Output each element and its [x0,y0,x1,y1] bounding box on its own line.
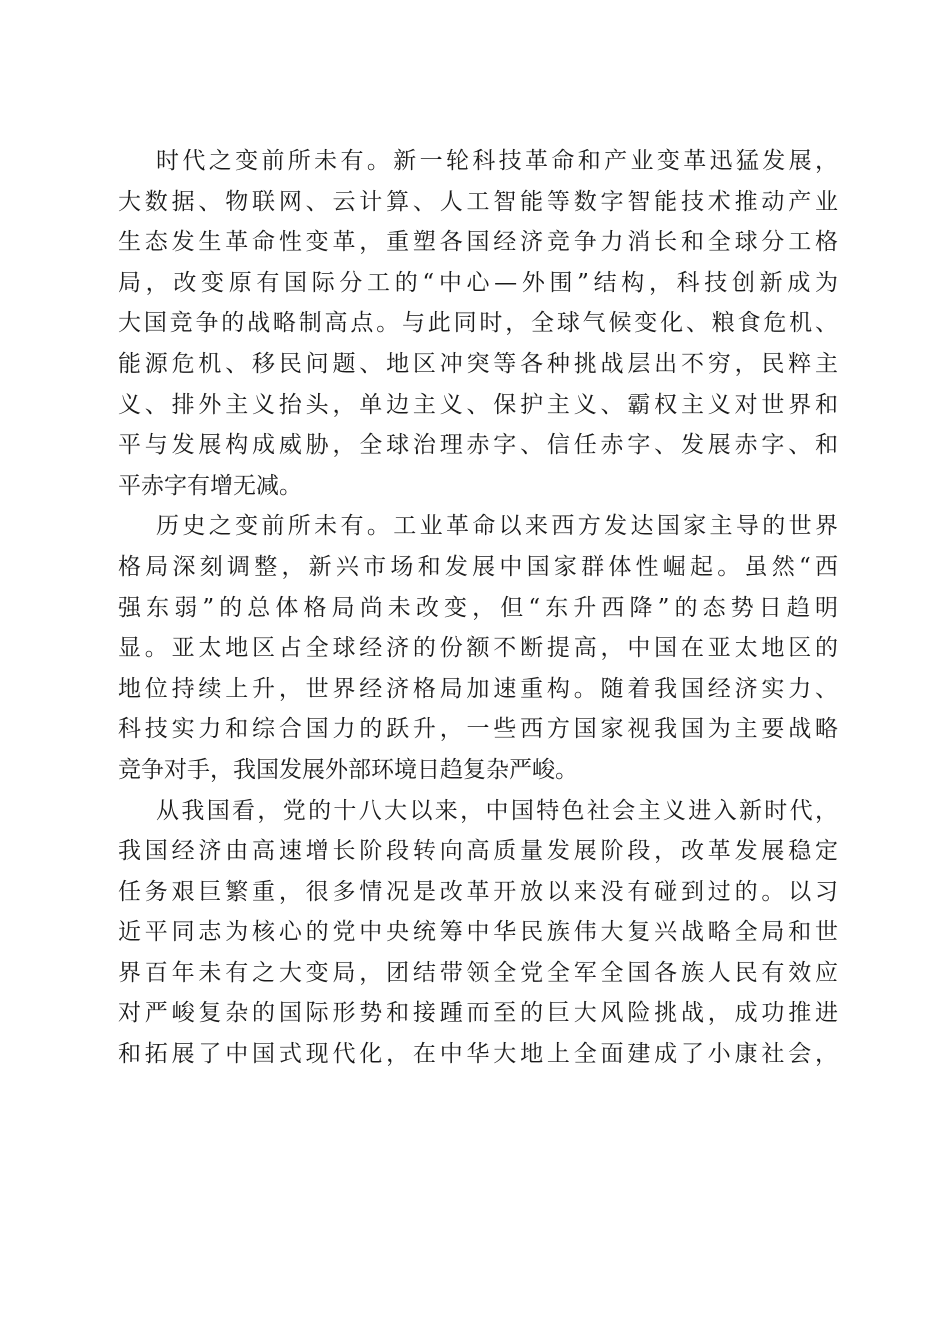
paragraph-era-change [118,141,838,506]
text-line: 大国竞争的战略制高点。与此同时，全球气候变化、粮食危机、 [118,310,838,337]
text-line: 地位持续上升，世界经济格局加速重构。随着我国经济实力、 [118,675,838,702]
text-line: 我国经济由高速增长阶段转向高质量发展阶段，改革发展稳定 [118,838,838,865]
text-line: 能源危机、移民问题、地区冲突等各种挑战层出不穷，民粹主 [118,350,838,377]
document-body [118,141,838,1075]
text-line: 对严峻复杂的国际形势和接踵而至的巨大风险挑战，成功推进 [118,1000,838,1027]
text-line: 任务艰巨繁重，很多情况是改革开放以来没有碰到过的。以习 [118,878,838,905]
text-line: 和拓展了中国式现代化，在中华大地上全面建成了小康社会， [118,1041,838,1068]
text-line: 历史之变前所未有。工业革命以来西方发达国家主导的世界 [156,513,838,540]
text-line: 近平同志为核心的党中央统筹中华民族伟大复兴战略全局和世 [118,919,838,946]
text-line: 界百年未有之大变局，团结带领全党全军全国各族人民有效应 [118,959,838,986]
text-line: 强东弱”的总体格局尚未改变，但“东升西降”的态势日趋明 [118,594,838,621]
text-line: 格局深刻调整，新兴市场和发展中国家群体性崛起。虽然“西 [118,553,838,580]
text-line: 义、排外主义抬头，单边主义、保护主义、霸权主义对世界和 [118,391,838,418]
paragraph-history-change [118,506,838,790]
text-line: 显。亚太地区占全球经济的份额不断提高，中国在亚太地区的 [118,635,838,662]
text-line: 平赤字有增无减。 [118,472,302,499]
paragraph-domestic-view [118,791,838,1075]
text-line: 竞争对手，我国发展外部环境日趋复杂严峻。 [118,756,578,783]
text-line: 局，改变原有国际分工的“中心—外围”结构，科技创新成为 [118,269,838,296]
text-line: 生态发生革命性变革，重塑各国经济竞争力消长和全球分工格 [118,229,838,256]
text-line: 从我国看，党的十八大以来，中国特色社会主义进入新时代， [156,797,838,824]
text-line: 平与发展构成威胁，全球治理赤字、信任赤字、发展赤字、和 [118,432,838,459]
text-line: 时代之变前所未有。新一轮科技革命和产业变革迅猛发展， [156,148,838,174]
text-line: 科技实力和综合国力的跃升，一些西方国家视我国为主要战略 [118,716,838,743]
text-line: 大数据、物联网、云计算、人工智能等数字智能技术推动产业 [118,188,838,215]
